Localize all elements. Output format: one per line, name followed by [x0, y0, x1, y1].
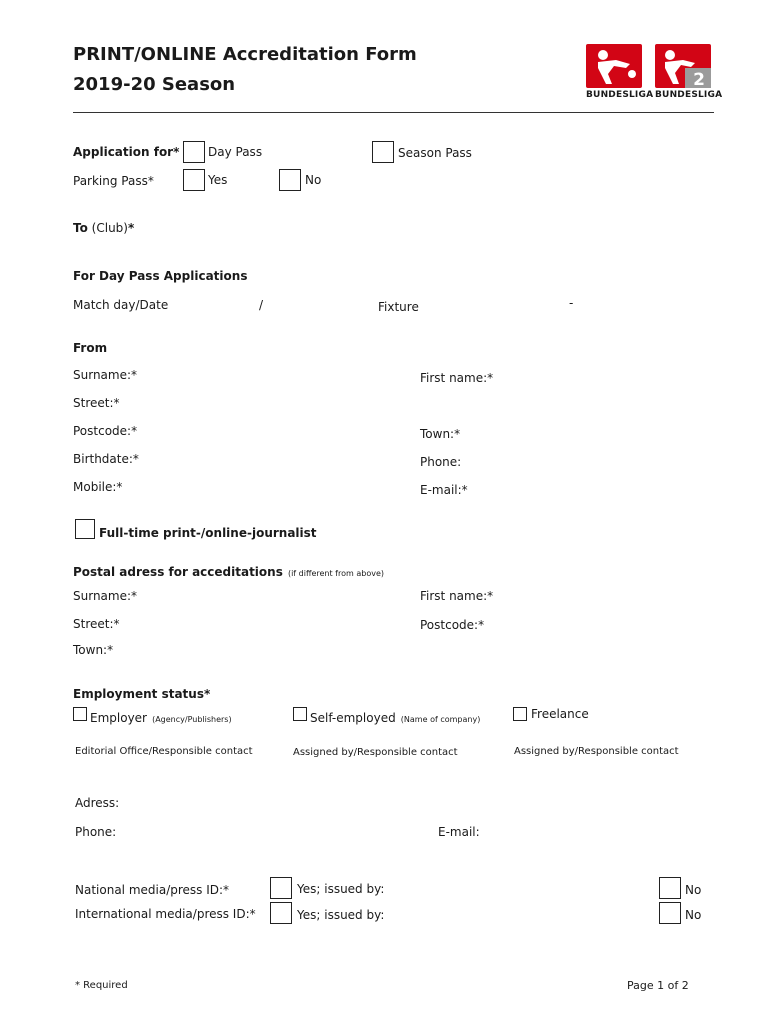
to-label: To [73, 221, 88, 235]
self-employed-label-row [310, 707, 480, 726]
season-pass-checkbox[interactable] [372, 141, 394, 163]
bundesliga2-number: 2 [693, 70, 705, 88]
postal-town-label: Town:* [73, 643, 114, 657]
to-club-label [73, 221, 134, 235]
freelance-label: Freelance [531, 707, 589, 721]
national-no-checkbox[interactable] [659, 877, 681, 899]
to-club-required: * [127, 221, 135, 235]
national-no-label: No [685, 883, 702, 897]
self-assigned-contact-label: Assigned by/Responsible contact [293, 747, 458, 758]
match-day-slash: / [259, 298, 264, 312]
international-yes-label: Yes; issued by: [297, 908, 385, 922]
day-pass-heading: For Day Pass Applications [73, 269, 248, 283]
national-yes-checkbox[interactable] [270, 877, 292, 899]
journalist-checkbox[interactable] [75, 519, 95, 539]
postal-heading-row [73, 561, 384, 580]
postal-heading: Postal adress for acceditations [73, 565, 283, 579]
bundesliga-logo-icon [586, 44, 642, 88]
match-day-label: Match day/Date [73, 298, 169, 312]
bundesliga2-logo [655, 44, 711, 88]
parking-yes-checkbox[interactable] [183, 169, 205, 191]
fixture-label: Fixture [378, 300, 419, 314]
required-note: * Required [75, 980, 128, 991]
international-no-label: No [685, 908, 702, 922]
from-birthdate-label: Birthdate:* [73, 452, 139, 466]
from-postcode-label: Postcode:* [73, 424, 138, 438]
parking-yes-label: Yes [208, 173, 228, 187]
day-pass-checkbox[interactable] [183, 141, 205, 163]
employer-note: (Agency/Publishers) [152, 715, 232, 724]
parking-no-checkbox[interactable] [279, 169, 301, 191]
from-mobile-label: Mobile:* [73, 480, 123, 494]
fixture-dash: - [569, 296, 574, 310]
bundesliga-logo [586, 44, 642, 88]
national-yes-label: Yes; issued by: [297, 882, 385, 896]
bundesliga2-logo-icon [655, 44, 711, 88]
employer-label-row [90, 707, 232, 726]
employment-phone-label: Phone: [75, 825, 117, 839]
from-surname-label: Surname:* [73, 368, 138, 382]
from-email-label: E-mail:* [420, 483, 468, 497]
employer-label: Employer [90, 711, 147, 725]
club-label: (Club) [91, 221, 128, 235]
international-yes-checkbox[interactable] [270, 902, 292, 924]
page-number: Page 1 of 2 [627, 979, 689, 992]
self-employed-checkbox[interactable] [293, 707, 307, 721]
form-title-line2: 2019-20 Season [73, 74, 236, 95]
international-id-label: International media/press ID:* [75, 907, 256, 921]
application-for-label: Application for* [73, 145, 180, 159]
header-divider [73, 112, 714, 113]
freelance-checkbox[interactable] [513, 707, 527, 721]
from-first-name-label: First name:* [420, 371, 494, 385]
employment-adress-label: Adress: [75, 796, 120, 810]
employment-heading: Employment status* [73, 687, 211, 701]
national-id-label: National media/press ID:* [75, 883, 230, 897]
from-heading: From [73, 341, 108, 355]
employment-email-label: E-mail: [438, 825, 480, 839]
postal-postcode-label: Postcode:* [420, 618, 485, 632]
international-no-checkbox[interactable] [659, 902, 681, 924]
self-employed-label: Self-employed [310, 711, 396, 725]
postal-first-name-label: First name:* [420, 589, 494, 603]
parking-no-label: No [305, 173, 322, 187]
day-pass-label: Day Pass [208, 145, 263, 159]
postal-surname-label: Surname:* [73, 589, 138, 603]
from-street-label: Street:* [73, 396, 120, 410]
bundesliga-logo-caption: BUNDESLIGA [586, 90, 654, 100]
parking-pass-label: Parking Pass* [73, 174, 154, 188]
from-phone-label: Phone: [420, 455, 462, 469]
form-title-line1: PRINT/ONLINE Accreditation Form [73, 44, 417, 65]
freelance-assigned-contact-label: Assigned by/Responsible contact [514, 746, 679, 757]
postal-street-label: Street:* [73, 617, 120, 631]
postal-note: (if different from above) [287, 569, 384, 578]
self-employed-note: (Name of company) [400, 715, 481, 724]
employer-checkbox[interactable] [73, 707, 87, 721]
from-town-label: Town:* [420, 427, 461, 441]
journalist-label: Full-time print-/online-journalist [99, 526, 317, 540]
editorial-contact-label: Editorial Office/Responsible contact [75, 746, 253, 757]
season-pass-label: Season Pass [398, 146, 472, 160]
bundesliga2-logo-caption: BUNDESLIGA [655, 90, 723, 100]
